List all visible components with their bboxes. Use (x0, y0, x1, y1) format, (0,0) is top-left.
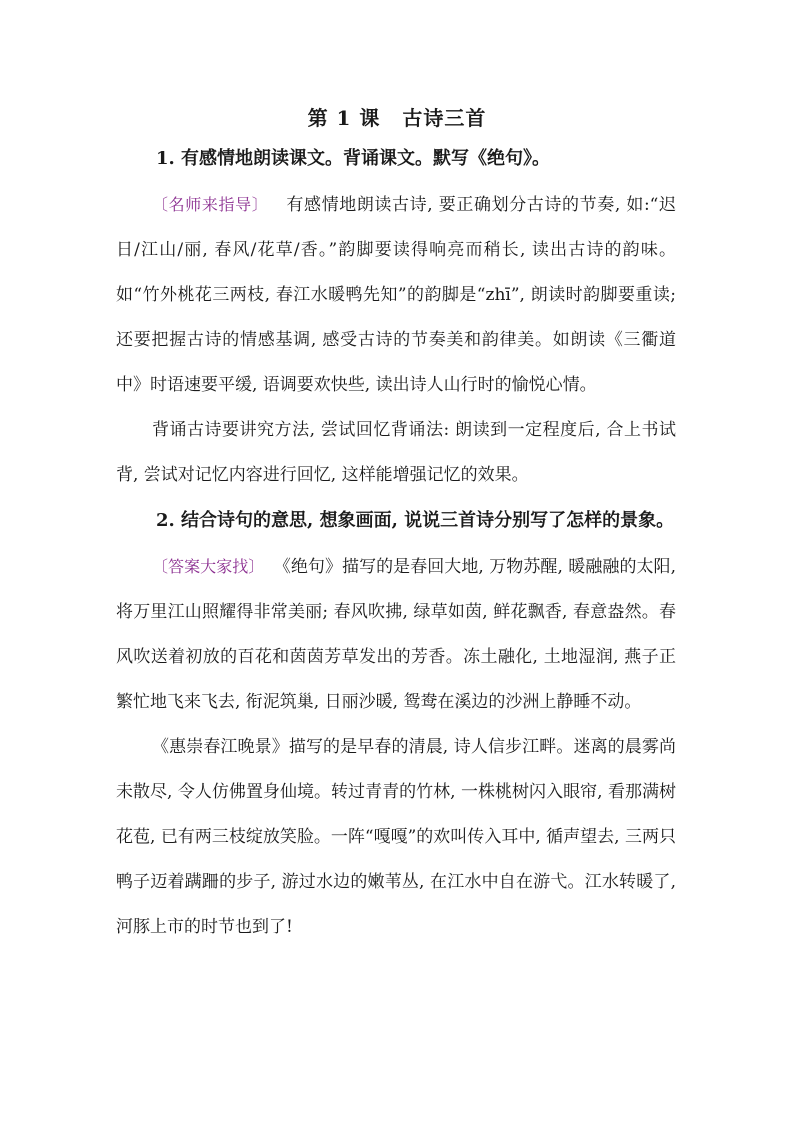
answer-2-paragraph-1 (116, 544, 676, 725)
answer-2-paragraph-1-text: 《绝句》描写的是春回大地, 万物苏醒, 暖融融的太阳, 将万里江山照耀得非常美丽; 春风吹拂, 绿草如茵, 鲜花飘香, 春意盎然。春风吹送着初放的百花和茵茵芳草发出的芳香。冻土融化, 土地湿润, 燕子正繁忙地飞来飞去, 衔泥筑巢, 日丽沙暖, 鸳鸯在溪边的沙洲上静睡不动。 (116, 557, 676, 712)
lesson-content (116, 136, 676, 950)
answer-tag: 〔答案大家找〕 (152, 557, 265, 576)
answer-1-paragraph-1-text: 有感情地朗读古诗, 要正确划分古诗的节奏, 如:“迟日/江山/丽, 春风/花草/香。”韵脚要读得响亮而稍长, 读出古诗的韵味。如“竹外桃花三两枝, 春江水暖鸭先知”的韵脚是“zhī”, 朗读时韵脚要重读; 还要把握古诗的情感基调, 感受古诗的节奏美和韵律美。如朗读《三衢道中》时语速要平缓, 语调要欢快些, 读出诗人山行时的愉悦心情。 (116, 195, 676, 395)
lesson-title (0, 104, 794, 132)
answer-1-paragraph-1 (116, 182, 676, 408)
lesson-name: 古诗三首 (402, 106, 487, 130)
answer-2-paragraph-2: 《惠崇春江晚景》描写的是早春的清晨, 诗人信步江畔。迷离的晨雾尚未散尽, 令人仿佛置身仙境。转过青青的竹林, 一株桃树闪入眼帘, 看那满树花苞, 已有两三枝绽放笑脸。一阵“嘎嘎”的欢叫传入耳中, 循声望去, 三两只鸭子迈着蹒跚的步子, 游过水边的嫩苇丛, 在江水中自在游弋。江水转暖了, 河豚上市的时节也到了! (116, 737, 676, 937)
question-1: 1. 有感情地朗读课文。背诵课文。默写《绝句》。 (156, 148, 551, 169)
lesson-number: 第 1 课 (307, 106, 381, 130)
teacher-guide-tag: 〔名师来指导〕 (152, 195, 269, 214)
question-2: 2. 结合诗句的意思, 想象画面, 说说三首诗分别写了怎样的景象。 (156, 510, 675, 531)
answer-1-paragraph-2: 背诵古诗要讲究方法, 尝试回忆背诵法: 朗读到一定程度后, 合上书试背, 尝试对记忆内容进行回忆, 这样能增强记忆的效果。 (116, 420, 676, 485)
